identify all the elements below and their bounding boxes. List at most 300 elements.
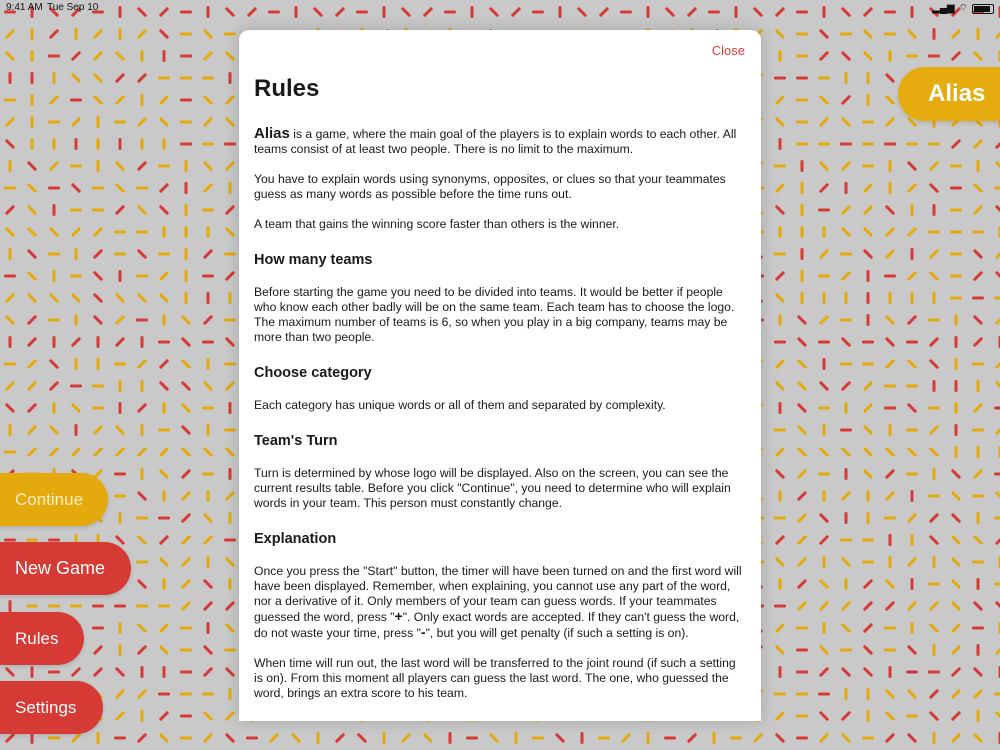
pattern-dash (227, 735, 233, 741)
pattern-dash (161, 207, 167, 213)
pattern-dash (161, 647, 167, 653)
pattern-dash (887, 339, 893, 345)
pattern-dash (865, 383, 871, 389)
intro-text: is a game, where the main goal of the players is to explain words to each other. All teams consist of at least two people. There is no limit to the maximum. (254, 127, 737, 156)
pattern-dash (887, 75, 893, 81)
pattern-dash (29, 361, 35, 367)
pattern-dash (909, 273, 915, 279)
pattern-dash (777, 361, 783, 367)
pattern-dash (887, 713, 893, 719)
pattern-dash (29, 273, 35, 279)
pattern-dash (7, 295, 13, 301)
pattern-dash (205, 537, 211, 543)
pattern-dash (931, 625, 937, 631)
rules-button[interactable] (0, 612, 84, 665)
pattern-dash (777, 383, 783, 389)
pattern-dash (821, 603, 827, 609)
pattern-dash (161, 625, 167, 631)
pattern-dash (777, 735, 783, 741)
pattern-dash (7, 141, 13, 147)
pattern-dash (117, 427, 123, 433)
pattern-dash (183, 559, 189, 565)
pattern-dash (73, 75, 79, 81)
pattern-dash (51, 449, 57, 455)
pattern-dash (139, 31, 145, 37)
pattern-dash (799, 559, 805, 565)
pattern-dash (777, 207, 783, 213)
pattern-dash (975, 405, 981, 411)
pattern-dash (117, 97, 123, 103)
pattern-dash (161, 559, 167, 565)
pattern-dash (139, 449, 145, 455)
page-title: Rules (254, 75, 320, 102)
plus-symbol: + (394, 608, 403, 624)
new-game-button[interactable] (0, 542, 131, 595)
pattern-dash (887, 691, 893, 697)
pattern-dash (117, 537, 123, 543)
pattern-dash (931, 273, 937, 279)
pattern-dash (953, 141, 959, 147)
pattern-dash (843, 229, 849, 235)
pattern-dash (139, 405, 145, 411)
pattern-dash (865, 405, 871, 411)
pattern-dash (909, 229, 915, 235)
pattern-dash (799, 603, 805, 609)
section-text-turn: Turn is determined by whose logo will be displayed. Also on the screen, you can see the current results table. Before you click "Continue", you need to determine who will explain words in your team. This person must constantly change. (254, 466, 731, 510)
pattern-dash (689, 735, 695, 741)
pattern-dash (183, 537, 189, 543)
pattern-dash (95, 427, 101, 433)
signal-icon: ▂▄▆ (932, 3, 955, 14)
pattern-dash (161, 735, 167, 741)
pattern-dash (95, 31, 101, 37)
pattern-dash (931, 537, 937, 543)
pattern-dash (29, 405, 35, 411)
pattern-dash (117, 53, 123, 59)
pattern-dash (975, 141, 981, 147)
pattern-dash (975, 537, 981, 543)
pattern-dash (29, 383, 35, 389)
pattern-dash (139, 163, 145, 169)
pattern-dash (909, 735, 915, 741)
pattern-dash (117, 207, 123, 213)
pattern-dash (51, 163, 57, 169)
pattern-dash (227, 273, 233, 279)
pattern-dash (205, 713, 211, 719)
pattern-dash (777, 647, 783, 653)
pattern-dash (821, 669, 827, 675)
pattern-dash (161, 273, 167, 279)
pattern-dash (205, 647, 211, 653)
pattern-dash (843, 53, 849, 59)
pattern-dash (975, 669, 981, 675)
pattern-dash (183, 471, 189, 477)
section-text-explanation-2: When time will run out, the last word will be transferred to the joint round (if such a setting is on). From this moment all players can guess the last word. The one, who guessed the word, brings an extra score to his team. (254, 656, 736, 700)
pattern-dash (843, 119, 849, 125)
section-text-category: Each category has unique words or all of them and separated by complexity. (254, 398, 666, 412)
pattern-dash (7, 229, 13, 235)
pattern-dash (909, 449, 915, 455)
pattern-dash (843, 669, 849, 675)
pattern-dash (821, 537, 827, 543)
pattern-dash (29, 207, 35, 213)
pattern-dash (843, 273, 849, 279)
pattern-dash (139, 647, 145, 653)
pattern-dash (887, 449, 893, 455)
pattern-dash (953, 31, 959, 37)
pattern-dash (909, 603, 915, 609)
pattern-dash (865, 229, 871, 235)
pattern-dash (975, 603, 981, 609)
pattern-dash (777, 295, 783, 301)
pattern-dash (95, 75, 101, 81)
pattern-dash (909, 163, 915, 169)
pattern-dash (843, 559, 849, 565)
pattern-dash (161, 383, 167, 389)
pattern-dash (139, 691, 145, 697)
pattern-dash (931, 251, 937, 257)
pattern-dash (139, 625, 145, 631)
pattern-dash (7, 53, 13, 59)
pattern-dash (799, 339, 805, 345)
pattern-dash (975, 471, 981, 477)
pattern-dash (843, 339, 849, 345)
pattern-dash (821, 163, 827, 169)
pattern-dash (95, 317, 101, 323)
settings-label: Settings (15, 697, 77, 717)
pattern-dash (161, 449, 167, 455)
pattern-dash (799, 471, 805, 477)
pattern-dash (205, 515, 211, 521)
pattern-dash (865, 603, 871, 609)
pattern-dash (183, 383, 189, 389)
pattern-dash (953, 669, 959, 675)
pattern-dash (161, 537, 167, 543)
pattern-dash (953, 735, 959, 741)
pattern-dash (205, 119, 211, 125)
pattern-dash (953, 713, 959, 719)
pattern-dash (51, 295, 57, 301)
pattern-dash (799, 493, 805, 499)
section-heading-explanation: Explanation (254, 531, 337, 547)
pattern-dash (931, 361, 937, 367)
pattern-dash (931, 163, 937, 169)
section-heading-turn: Team's Turn (254, 433, 338, 449)
pattern-dash (975, 691, 981, 697)
pattern-dash (865, 207, 871, 213)
pattern-dash (931, 449, 937, 455)
pattern-dash (161, 119, 167, 125)
pattern-dash (821, 97, 827, 103)
pattern-dash (953, 625, 959, 631)
pattern-dash (29, 163, 35, 169)
pattern-dash (7, 207, 13, 213)
pattern-dash (425, 735, 431, 741)
pattern-dash (887, 229, 893, 235)
pattern-dash (777, 449, 783, 455)
pattern-dash (7, 317, 13, 323)
pattern-dash (887, 251, 893, 257)
pattern-dash (887, 493, 893, 499)
pattern-dash (205, 581, 211, 587)
pattern-dash (777, 537, 783, 543)
pattern-dash (777, 713, 783, 719)
pattern-dash (821, 53, 827, 59)
pattern-dash (183, 493, 189, 499)
pattern-dash (161, 185, 167, 191)
pattern-dash (95, 647, 101, 653)
pattern-dash (491, 735, 497, 741)
pattern-dash (51, 361, 57, 367)
pattern-dash (161, 471, 167, 477)
pattern-dash (777, 273, 783, 279)
pattern-dash (73, 669, 79, 675)
pattern-dash (117, 75, 123, 81)
pattern-dash (95, 229, 101, 235)
pattern-dash (953, 647, 959, 653)
pattern-dash (227, 119, 233, 125)
pattern-dash (271, 735, 277, 741)
pattern-dash (51, 427, 57, 433)
pattern-dash (865, 31, 871, 37)
section-heading-teams: How many teams (254, 252, 373, 268)
pattern-dash (205, 669, 211, 675)
pattern-dash (183, 449, 189, 455)
pattern-dash (953, 691, 959, 697)
pattern-dash (821, 647, 827, 653)
pattern-dash (205, 163, 211, 169)
pattern-dash (117, 713, 123, 719)
pattern-dash (29, 229, 35, 235)
section-text-explanation (254, 564, 744, 641)
intro-bold-word: Alias (254, 125, 290, 142)
pattern-dash (821, 713, 827, 719)
pattern-dash (843, 713, 849, 719)
pattern-dash (887, 317, 893, 323)
pattern-dash (227, 493, 233, 499)
pattern-dash (205, 383, 211, 389)
pattern-dash (205, 97, 211, 103)
pattern-dash (205, 53, 211, 59)
pattern-dash (799, 383, 805, 389)
pattern-dash (227, 669, 233, 675)
rules-label: Rules (15, 628, 59, 648)
pattern-dash (865, 449, 871, 455)
pattern-dash (73, 449, 79, 455)
pattern-dash (777, 31, 783, 37)
new-game-label: New Game (15, 558, 106, 578)
pattern-dash (183, 361, 189, 367)
pattern-dash (139, 361, 145, 367)
pattern-dash (909, 515, 915, 521)
pattern-dash (777, 185, 783, 191)
pattern-dash (799, 581, 805, 587)
pattern-dash (29, 427, 35, 433)
intro-paragraph-2: You have to explain words using synonyms, opposites, or clues so that your teammates guess as many words as possible before the time runs out. (254, 172, 726, 201)
pattern-dash (117, 185, 123, 191)
pattern-dash (117, 691, 123, 697)
battery-icon (972, 4, 994, 14)
pattern-dash (975, 735, 981, 741)
pattern-dash (227, 339, 233, 345)
pattern-dash (821, 251, 827, 257)
pattern-dash (51, 383, 57, 389)
pattern-dash (843, 603, 849, 609)
pattern-dash (95, 449, 101, 455)
rules-content (254, 74, 744, 716)
pattern-dash (205, 31, 211, 37)
pattern-dash (29, 251, 35, 257)
pattern-dash (843, 97, 849, 103)
app-title: Alias (928, 80, 986, 107)
status-bar (0, 0, 1000, 16)
pattern-dash (7, 669, 13, 675)
pattern-dash (865, 251, 871, 257)
pattern-dash (975, 317, 981, 323)
section-heading-category: Choose category (254, 365, 372, 381)
pattern-dash (843, 493, 849, 499)
pattern-dash (29, 317, 35, 323)
pattern-dash (777, 119, 783, 125)
pattern-dash (887, 119, 893, 125)
pattern-dash (117, 163, 123, 169)
intro-paragraph (254, 126, 744, 157)
pattern-dash (139, 493, 145, 499)
pattern-dash (909, 405, 915, 411)
pattern-dash (183, 339, 189, 345)
pattern-dash (975, 251, 981, 257)
pattern-dash (821, 449, 827, 455)
pattern-dash (117, 669, 123, 675)
pattern-dash (73, 405, 79, 411)
pattern-dash (931, 515, 937, 521)
rules-modal (239, 30, 761, 721)
explanation-text-c: ", but you will get penalty (if such a setting is on). (425, 626, 689, 640)
pattern-dash (755, 735, 761, 741)
pattern-dash (799, 427, 805, 433)
pattern-dash (95, 53, 101, 59)
pattern-dash (865, 669, 871, 675)
pattern-dash (843, 207, 849, 213)
pattern-dash (205, 449, 211, 455)
status-indicators (932, 2, 994, 15)
pattern-dash (975, 53, 981, 59)
pattern-dash (227, 97, 233, 103)
pattern-dash (843, 383, 849, 389)
pattern-dash (139, 119, 145, 125)
pattern-dash (95, 251, 101, 257)
pattern-dash (227, 559, 233, 565)
pattern-dash (887, 361, 893, 367)
pattern-dash (205, 603, 211, 609)
pattern-dash (623, 735, 629, 741)
pattern-dash (953, 581, 959, 587)
section-text-teams: Before starting the game you need to be divided into teams. It would be better if people who know each other badly will be on the same team. Each team has to choose the logo. The maximum number of teams is 6, so when you play in a big company, teams may be more than two people. (254, 285, 735, 344)
pattern-dash (843, 163, 849, 169)
pattern-dash (73, 295, 79, 301)
status-date: Tue Sep 10 (47, 2, 99, 13)
pattern-dash (799, 515, 805, 521)
pattern-dash (931, 713, 937, 719)
status-time: 9:41 AM (6, 2, 43, 13)
pattern-dash (183, 427, 189, 433)
settings-button[interactable] (0, 681, 103, 734)
pattern-dash (909, 119, 915, 125)
pattern-dash (865, 647, 871, 653)
minus-symbol: - (420, 624, 426, 640)
pattern-dash (821, 515, 827, 521)
pattern-dash (139, 581, 145, 587)
pattern-dash (95, 295, 101, 301)
pattern-dash (73, 735, 79, 741)
pattern-dash (909, 361, 915, 367)
pattern-dash (953, 515, 959, 521)
pattern-dash (403, 735, 409, 741)
pattern-dash (7, 383, 13, 389)
pattern-dash (799, 449, 805, 455)
pattern-dash (887, 471, 893, 477)
pattern-dash (139, 735, 145, 741)
pattern-dash (161, 97, 167, 103)
pattern-dash (843, 625, 849, 631)
pattern-dash (7, 735, 13, 741)
pattern-dash (887, 735, 893, 741)
pattern-dash (337, 735, 343, 741)
pattern-dash (161, 295, 167, 301)
pattern-dash (909, 559, 915, 565)
pattern-dash (931, 603, 937, 609)
pattern-dash (293, 735, 299, 741)
pattern-dash (95, 273, 101, 279)
pattern-dash (51, 31, 57, 37)
pattern-dash (183, 603, 189, 609)
pattern-dash (931, 185, 937, 191)
pattern-dash (117, 339, 123, 345)
pattern-dash (821, 317, 827, 323)
pattern-dash (909, 691, 915, 697)
pattern-dash (29, 449, 35, 455)
pattern-dash (843, 735, 849, 741)
pattern-dash (161, 361, 167, 367)
pattern-dash (953, 603, 959, 609)
pattern-dash (227, 163, 233, 169)
pattern-dash (161, 31, 167, 37)
pattern-dash (865, 581, 871, 587)
close-button[interactable]: Close (711, 43, 745, 58)
pattern-dash (821, 581, 827, 587)
pattern-dash (227, 383, 233, 389)
pattern-dash (975, 273, 981, 279)
pattern-dash (117, 317, 123, 323)
pattern-dash (29, 295, 35, 301)
pattern-dash (227, 53, 233, 59)
pattern-dash (227, 713, 233, 719)
continue-button[interactable] (0, 473, 108, 526)
pattern-dash (953, 559, 959, 565)
pattern-dash (865, 471, 871, 477)
pattern-dash (865, 185, 871, 191)
pattern-dash (557, 735, 563, 741)
pattern-dash (161, 713, 167, 719)
pattern-dash (29, 339, 35, 345)
app-title-badge (898, 67, 1000, 121)
pattern-dash (227, 207, 233, 213)
pattern-dash (183, 581, 189, 587)
pattern-dash (975, 185, 981, 191)
pattern-dash (953, 53, 959, 59)
pattern-dash (799, 361, 805, 367)
pattern-dash (51, 229, 57, 235)
